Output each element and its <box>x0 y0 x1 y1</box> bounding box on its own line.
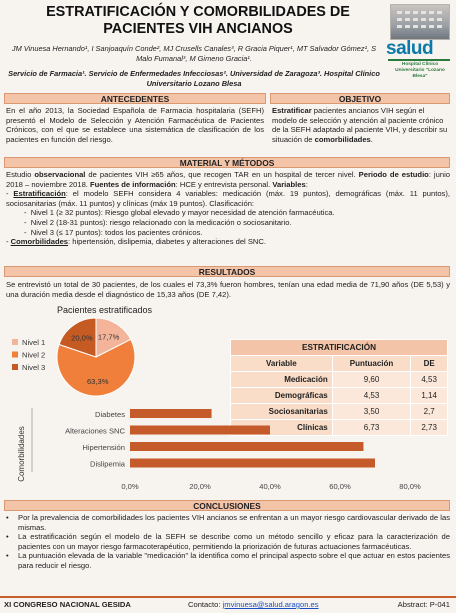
pie-slices <box>57 318 135 396</box>
levels-list <box>6 208 450 237</box>
bar <box>130 409 212 418</box>
objetivo-bold-2: comorbilidades <box>314 134 371 144</box>
level-item: - Nivel 2 (18-31 puntos): riesgo relacionado con la medicación o sociosanitario. <box>24 217 292 227</box>
bar-category-label: Diabetes <box>95 410 125 419</box>
comorbidities-bar-chart <box>0 402 456 498</box>
bar <box>130 426 270 435</box>
methods-strat: - Estratificación: el modelo SEFH considera 4 variables: medicación (máx. 19 puntos), demográficas (máx. 11 puntos), sociosanitarias (máx. 11 puntos) y clínicas (máx 19 puntos). Clasificación: <box>6 189 450 208</box>
objetivo-mid: pacientes ancianos VIH según el modelo de selección y atención al paciente crónico de la SEFH adaptado al paciente VIH, y describir su situación de <box>272 106 448 144</box>
bar-x-tick-label: 60,0% <box>329 482 351 491</box>
conclusions-list <box>6 513 450 571</box>
legend-label: Nivel 3 <box>22 363 46 372</box>
logo-rule <box>388 59 450 61</box>
bar-x-tick-label: 80,0% <box>399 482 421 491</box>
hospital-photo <box>390 4 450 40</box>
objetivo-text <box>272 106 450 144</box>
conclusion-item: • Por la prevalencia de comorbilidades los pacientes VIH ancianos se enfrentan a un mayor riesgo cardiovascular derivado de las mismas. <box>6 513 450 532</box>
bar-category-label: Hipertensión <box>82 443 125 452</box>
bar <box>130 459 375 468</box>
methods-text-run: Estudio <box>6 170 35 179</box>
antecedentes-text: En el año 2013, la Sociedad Española de Farmacia hospitalaria (SEFH) presentó el Modelo de Selección y Atención Farmacéutica de Pacientes Crónicos, con el que se establece una sistemática de clasificación de los pacientes en función del riesgo. <box>6 106 264 144</box>
table-row: Sociosanitarias 3,50 2,7 <box>231 404 448 420</box>
contact-email-link[interactable]: jmvinuesa@salud.aragon.es <box>222 600 319 609</box>
methods-bold-term: Periodo de estudio <box>358 170 429 179</box>
methods-comorb: - Comorbilidades: hipertensión, dislipemia, diabetes y alteraciones del SNC. <box>6 237 266 247</box>
results-heading: RESULTADOS <box>4 266 450 277</box>
footer <box>0 598 456 613</box>
logo-hospital-name: Hospital Clínico Universitario "Lozano Blesa" <box>395 62 445 79</box>
poster-title: ESTRATIFICACIÓN Y COMORBILIDADES DE PACIENTES VIH ANCIANOS <box>46 4 350 37</box>
table-header: Variable <box>231 356 333 372</box>
table-row: Medicación 9,60 4,53 <box>231 372 448 388</box>
methods-text-run: : HCE y entrevista personal. <box>175 179 273 189</box>
methods-text-run: : <box>305 179 308 189</box>
objetivo-bold-1: Estratificar <box>272 106 312 115</box>
methods-bold-term: Variables <box>272 179 306 189</box>
bar-x-tick-label: 0,0% <box>121 482 139 491</box>
objetivo-heading: OBJETIVO <box>270 93 450 104</box>
comorb-label: Comorbilidades <box>10 237 69 247</box>
table-caption: ESTRATIFICACIÓN <box>231 340 448 356</box>
results-text: Se entrevistó un total de 30 pacientes, de los cuales el 73,3% fueron hombres, tenían una edad media de 71,90 años (DE 5,53) y una duración media desde el diagnóstico de 15,33 años (DE 7,42). <box>6 280 450 299</box>
conclusions-heading: CONCLUSIONES <box>4 500 450 511</box>
level-item: - Nivel 3 (≤ 17 puntos): todos los pacientes crónicos. <box>24 227 203 237</box>
methods-heading: MATERIAL Y MÉTODOS <box>4 157 450 168</box>
methods-bold-term: Fuentes de información <box>90 179 176 189</box>
comorb-text: : hipertensión, dislipemia, diabetes y alteraciones del SNC. <box>68 237 266 247</box>
bar-category-label: Dislipemia <box>89 459 125 469</box>
methods-text-run: de pacientes VIH ≥65 años, que recogen TAR en un hospital de tercer nivel. <box>85 170 359 179</box>
pie-legend <box>12 338 45 372</box>
contact: Contacto: jmvinuesa@salud.aragon.es <box>188 600 319 609</box>
legend-swatch <box>12 339 18 345</box>
pie-title: Pacientes estratificados <box>57 305 153 315</box>
legend-label: Nivel 2 <box>22 350 46 360</box>
objetivo-end: . <box>370 134 373 144</box>
methods-bold-term: observacional <box>34 170 86 179</box>
congress-name: XI CONGRESO NACIONAL GESIDA <box>4 600 131 609</box>
bar-y-axis-label: Comorbilidades <box>17 426 26 482</box>
methods-text <box>6 170 450 247</box>
legend-label: Nivel 1 <box>22 338 46 347</box>
bar-category-label: Alteraciones SNC <box>65 426 125 436</box>
affiliations-line: Servicio de Farmacia¹. Servicio de Enfermedades Infecciosas². Universidad de Zaragoza³. Hospital Clínico Universitario Lozano Blesa <box>8 69 380 88</box>
bar-x-tick-label: 40,0% <box>259 482 281 491</box>
pie-slice-label: 20,0% <box>71 333 93 343</box>
pie-slice-label: 63,3% <box>86 377 109 387</box>
strat-label: Estratificación <box>13 189 66 199</box>
pie-chart <box>0 303 230 403</box>
conclusion-item: • La puntuación elevada de la variable "medicación" la identifica como el principal aspecto sobre el que actuar en estos pacientes para reducir el riesgo. <box>6 551 450 570</box>
table-header: Puntuación <box>332 356 411 372</box>
legend-swatch <box>12 364 18 370</box>
bar-x-tick-label: 20,0% <box>189 482 211 491</box>
bar <box>130 442 363 451</box>
table-row: Clínicas 6,73 2,73 <box>231 420 448 436</box>
pie-slice-label: 17,7% <box>97 332 120 342</box>
level-item: - Nivel 1 (≥ 32 puntos): Riesgo global elevado y mayor necesidad de atención farmacéutica. <box>24 208 335 218</box>
authors-line: JM Vinuesa Hernando¹, I Sanjoaquín Conde², MJ Crusells Canales³, R Gracia Piquer¹, MT Salvador Gómez¹, S Malo Fumanal³, M Gimeno Gracia¹. <box>11 44 377 63</box>
legend-swatch <box>12 352 18 358</box>
methods-intro <box>6 170 450 189</box>
table-header: DE <box>411 356 448 372</box>
table-row: Demográficas 4,53 1,14 <box>231 388 448 404</box>
strat-text: : el modelo SEFH considera 4 variables: medicación (máx. 19 puntos), demográficas (máx. 11 puntos), sociosanitarias (máx. 11 puntos) y clínicas (máx 19 puntos). Clasificación: <box>6 189 450 208</box>
conclusion-item: • La estratificación según el modelo de la SEFH se describe como un método sencillo y eficaz para la caracterización de pacientes con un mayor riesgo farmacoterapéutico, permitiendo la priorización de futuras actuaciones farmacéuticas. <box>6 532 450 551</box>
antecedentes-heading: ANTECEDENTES <box>4 93 266 104</box>
abstract-id: Abstract: P-041 <box>397 600 450 609</box>
bar-x-ticks <box>121 482 421 491</box>
salud-logo <box>384 38 452 88</box>
methods-text-run: : junio 2018 – noviembre 2018. <box>6 170 450 189</box>
bar-group <box>65 409 375 469</box>
logo-word: salud <box>386 38 434 59</box>
